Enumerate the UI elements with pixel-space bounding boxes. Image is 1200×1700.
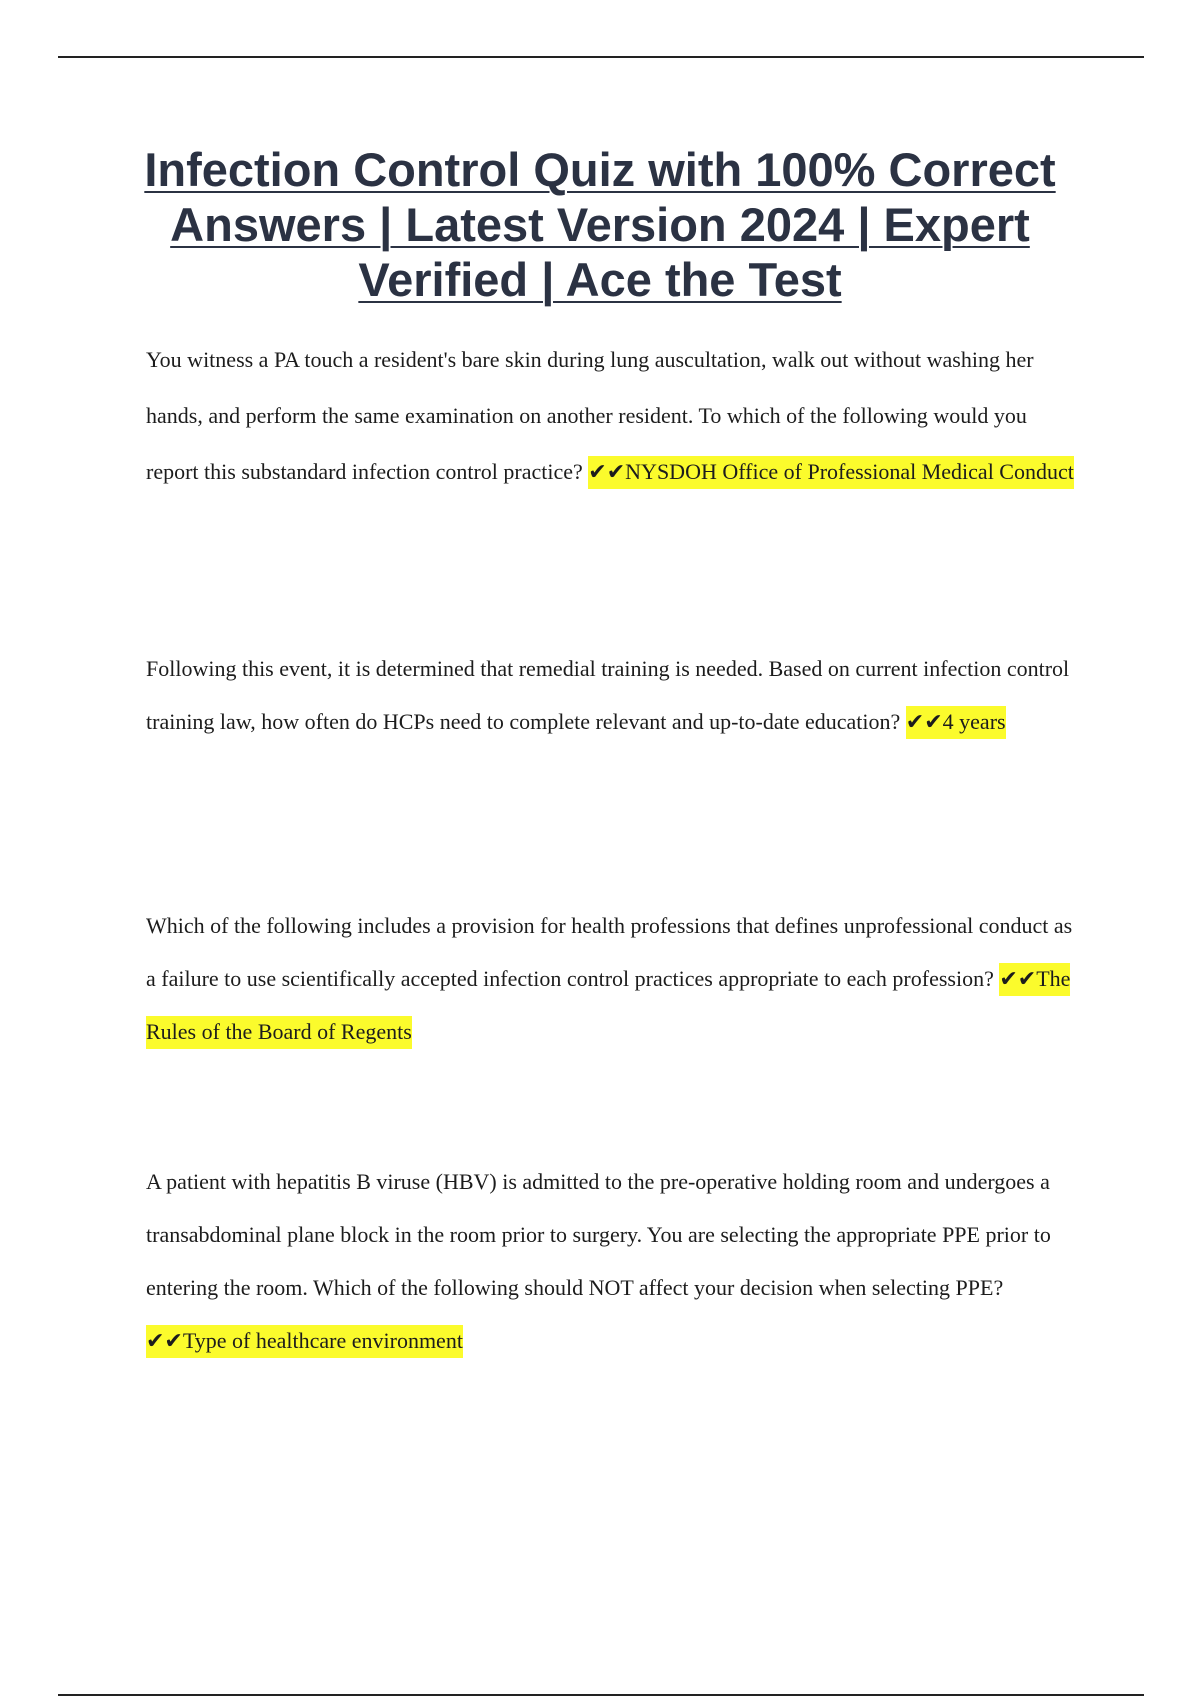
answer-text-3: The Rules of the Board of Regents [146,966,1071,1044]
checkmark-icon: ✔✔ [999,966,1037,991]
question-block-4 [146,1155,1076,1367]
checkmark-icon: ✔✔ [905,709,943,734]
question-text-1: You witness a PA touch a resident's bare skin during lung auscultation, walk out without washing her hands, and perform the same examination on another resident. To which of the following would you report this substandard infection control practice? [146,347,1034,484]
question-block-1 [146,332,1076,500]
answer-highlight-1 [588,456,1074,489]
answer-text-4: Type of healthcare environment [182,1328,463,1353]
question-block-2 [146,642,1076,748]
question-text-2: Following this event, it is determined that remedial training is needed. Based on current infection control training law, how often do HCPs need to complete relevant and up-to-date education? [146,656,1070,734]
checkmark-icon: ✔✔ [588,459,626,484]
answer-highlight-2 [906,706,1006,739]
top-rule [58,56,1144,58]
question-text-3: Which of the following includes a provision for health professions that defines unprofessional conduct as a failure to use scientifically accepted infection control practices appropriate to each profession? [146,913,1073,991]
answer-text-2: 4 years [942,709,1006,734]
question-text-4: A patient with hepatitis B viruse (HBV) is admitted to the pre-operative holding room and undergoes a transabdominal plane block in the room prior to surgery. You are selecting the appropriate PPE prior to entering the room. Which of the following should NOT affect your decision when selecting PPE? [146,1169,1051,1300]
question-block-3 [146,899,1076,1058]
answer-text-1: NYSDOH Office of Professional Medical Conduct [625,459,1074,484]
document-title: Infection Control Quiz with 100% Correct Answers | Latest Version 2024 | Expert Verified | Ace the Test [144,143,1056,306]
answer-highlight-4 [146,1325,463,1358]
checkmark-icon: ✔✔ [146,1328,183,1353]
bottom-rule [58,1694,1144,1696]
